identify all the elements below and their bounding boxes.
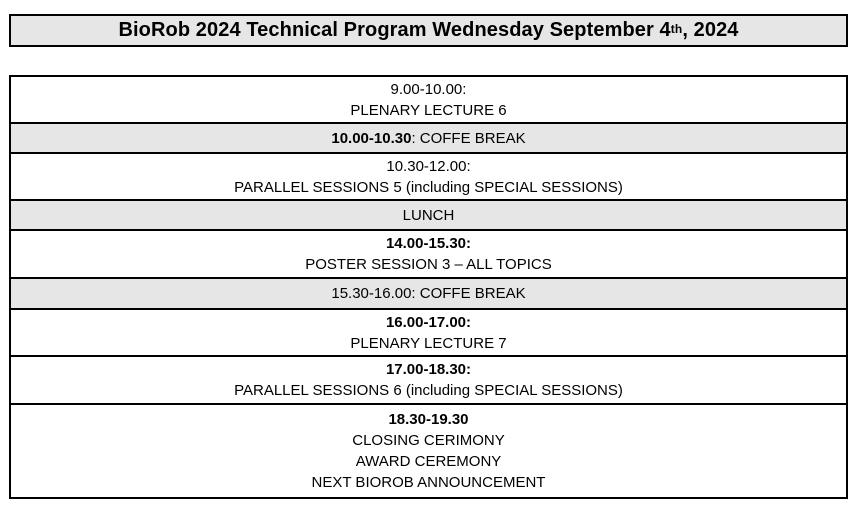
- row-time: 16.00-17.00:: [385, 313, 472, 331]
- schedule-row-coffee-break-2: [11, 279, 846, 310]
- row-time: 14.00-15.30:: [385, 235, 472, 252]
- row-line: [331, 128, 525, 149]
- title-ordinal: th: [670, 21, 683, 36]
- closing-line-3: NEXT BIOROB ANNOUNCEMENT: [311, 474, 546, 491]
- title-main: BioRob 2024 Technical Program Wednesday September 4: [118, 19, 671, 41]
- row-label: PARALLEL SESSIONS 5 (including SPECIAL SESSIONS): [234, 178, 623, 196]
- schedule-row-plenary-7: [11, 310, 846, 357]
- schedule-row-lunch: [11, 201, 846, 231]
- program-title: [9, 14, 848, 47]
- row-label: PARALLEL SESSIONS 6 (including SPECIAL SESSIONS): [234, 382, 623, 399]
- title-year: , 2024: [682, 19, 739, 41]
- schedule-row-plenary-6: [11, 77, 846, 124]
- schedule-row-poster-3: [11, 231, 846, 279]
- row-time: 10.30-12.00:: [386, 157, 471, 175]
- row-label: LUNCH: [402, 206, 455, 224]
- row-label: 15.30-16.00: COFFE BREAK: [331, 285, 526, 302]
- closing-line-1: CLOSING CERIMONY: [352, 432, 505, 449]
- row-label: PLENARY LECTURE 7: [350, 334, 507, 352]
- row-label: POSTER SESSION 3 – ALL TOPICS: [305, 256, 552, 273]
- row-time: 10.00-10.30: [331, 129, 412, 147]
- row-label: : COFFE BREAK: [411, 129, 526, 147]
- schedule-row-coffee-break-1: [11, 124, 846, 154]
- closing-line-2: AWARD CEREMONY: [355, 453, 502, 470]
- row-time: 9.00-10.00:: [390, 80, 467, 98]
- row-time: 18.30-19.30: [388, 411, 469, 428]
- row-time: 17.00-18.30:: [385, 361, 472, 378]
- schedule-row-parallel-6: [11, 357, 846, 405]
- row-label: PLENARY LECTURE 6: [350, 101, 507, 119]
- schedule-row-parallel-5: [11, 154, 846, 201]
- schedule-row-closing: [11, 405, 846, 499]
- schedule-table: [9, 75, 848, 499]
